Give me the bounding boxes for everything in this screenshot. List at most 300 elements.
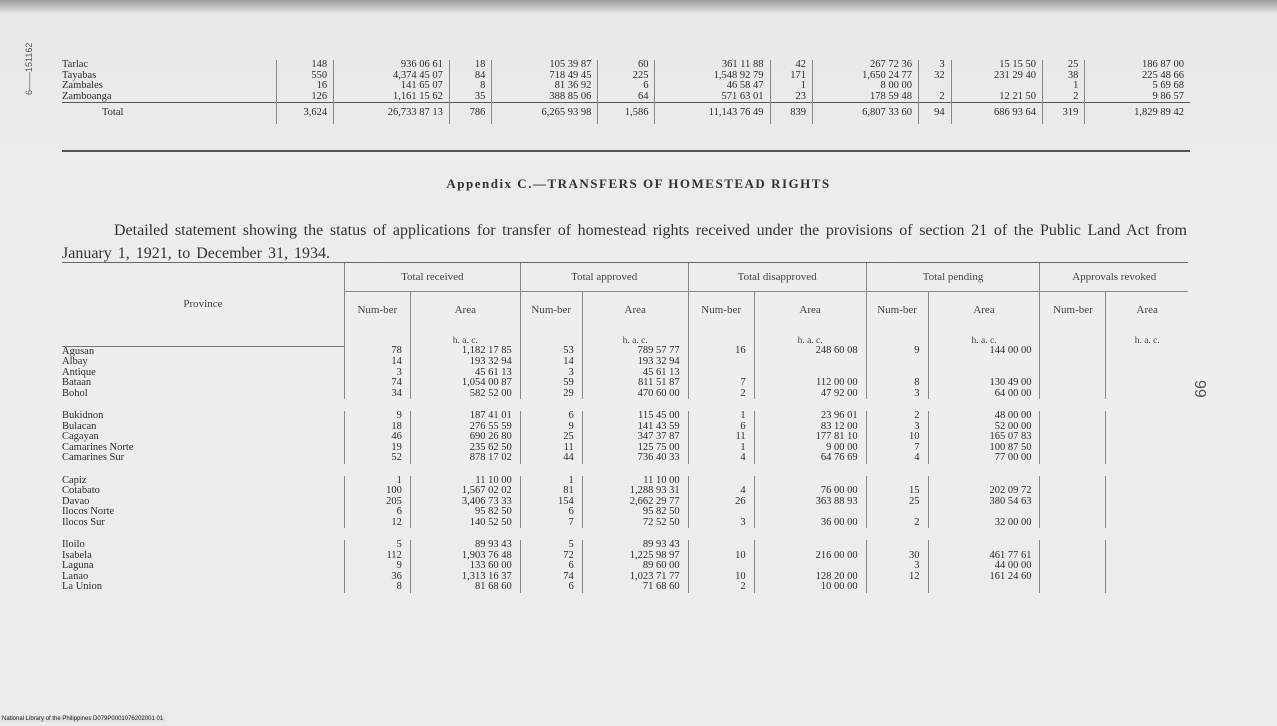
table-cell: 231 29 40 [951, 71, 1042, 82]
table-row [62, 411, 1188, 422]
table-cell [1106, 432, 1188, 443]
table-cell [754, 561, 866, 572]
table-row [62, 432, 1188, 443]
table-cell: 32 00 00 [928, 518, 1040, 529]
table-cell [918, 81, 951, 92]
table-cell: 25 [866, 497, 928, 508]
table-cell: 77 00 00 [928, 453, 1040, 464]
table-cell: 81 [520, 486, 582, 497]
table-cell: 84 [449, 71, 491, 82]
table-cell: 32 [918, 71, 951, 82]
table-cell: 3 [866, 389, 928, 400]
table-cell: 16 [277, 81, 334, 92]
table-cell: 11 [688, 432, 754, 443]
table-cell: 187 41 01 [410, 411, 520, 422]
table-cell: 35 [449, 92, 491, 103]
table-cell: 25 [520, 432, 582, 443]
table-cell: 81 68 60 [410, 582, 520, 593]
table-cell: 45 61 13 [410, 368, 520, 379]
table-cell: 126 [277, 92, 334, 103]
table-cell: 115 45 00 [582, 411, 688, 422]
table-cell: 1 [688, 411, 754, 422]
table-row [62, 497, 1188, 508]
table-cell: 7 [688, 378, 754, 389]
table-cell: 14 [344, 357, 410, 368]
table-cell: 1,288 93 31 [582, 486, 688, 497]
table-row [62, 561, 1188, 572]
table-cell: 1 [520, 476, 582, 487]
table-cell: 8 [449, 81, 491, 92]
table-cell: 128 20 00 [754, 572, 866, 583]
province-name: Bulacan [62, 420, 97, 432]
continued-row [62, 81, 1190, 92]
statement-paragraph: Detailed statement showing the status of applications for transfer of homestead rights received under the provisions of section 21 of the Public Land Act from January 1, 1921, to December 31, 1934. [62, 222, 1187, 262]
table-cell: 12 [866, 572, 928, 583]
table-cell: 19 [344, 443, 410, 454]
table-cell: 1,903 76 48 [410, 551, 520, 562]
table-cell: 45 61 13 [582, 368, 688, 379]
table-cell [866, 357, 928, 368]
table-cell [1040, 582, 1106, 593]
header-area: Area [410, 292, 520, 329]
table-cell: 878 17 02 [410, 453, 520, 464]
table-cell: 2 [1042, 92, 1084, 103]
table-cell: 8 [344, 582, 410, 593]
table-cell: 11 10 00 [582, 476, 688, 487]
table-cell: 36 00 00 [754, 518, 866, 529]
table-cell: 112 00 00 [754, 378, 866, 389]
table-cell [1106, 476, 1188, 487]
table-cell: 235 62 50 [410, 443, 520, 454]
table-cell: 202 09 72 [928, 486, 1040, 497]
table-cell [688, 540, 754, 551]
table-row [62, 486, 1188, 497]
units-label: h. a. c. [754, 328, 866, 346]
table-cell: 52 00 00 [928, 422, 1040, 433]
province-name: Tayabas [62, 69, 97, 81]
table-cell [1040, 357, 1106, 368]
total-cell: 319 [1042, 103, 1084, 124]
table-cell [1040, 378, 1106, 389]
table-cell: 470 60 00 [582, 389, 688, 400]
transfers-table [62, 262, 1188, 593]
table-cell: 5 [520, 540, 582, 551]
table-cell [1106, 572, 1188, 583]
table-cell: 1,313 16 37 [410, 572, 520, 583]
table-cell [1040, 540, 1106, 551]
table-cell: 2 [866, 411, 928, 422]
table-cell: 161 24 60 [928, 572, 1040, 583]
table-cell: 248 60 08 [754, 346, 866, 357]
table-cell: 811 51 87 [582, 378, 688, 389]
table-cell [688, 357, 754, 368]
province-name: Albay [62, 356, 88, 367]
table-cell: 130 49 00 [928, 378, 1040, 389]
total-cell: 6,807 33 60 [812, 103, 918, 124]
total-label: Total [62, 103, 277, 124]
header-area: Area [582, 292, 688, 329]
table-cell [1040, 368, 1106, 379]
header-total-pending: Total pending [866, 263, 1040, 292]
table-cell: 18 [344, 422, 410, 433]
table-row [62, 346, 1188, 357]
table-cell: 53 [520, 346, 582, 357]
units-label: h. a. c. [410, 328, 520, 346]
table-cell [754, 357, 866, 368]
header-area: Area [754, 292, 866, 329]
table-cell: 36 [344, 572, 410, 583]
table-cell [1040, 422, 1106, 433]
page-number: 99 [1191, 380, 1208, 398]
province-name: Ilocos Sur [62, 516, 105, 528]
header-row-groups [62, 263, 1188, 292]
table-cell: 1,650 24 77 [812, 71, 918, 82]
table-cell: 1,567 02 02 [410, 486, 520, 497]
table-cell: 7 [520, 518, 582, 529]
province-name: Cotabato [62, 485, 100, 496]
table-row [62, 378, 1188, 389]
province-name: La Union [62, 581, 102, 592]
table-cell: 3,406 73 33 [410, 497, 520, 508]
province-name: Bohol [62, 387, 88, 399]
scan-edge-shadow [0, 0, 1277, 14]
table-cell [1040, 486, 1106, 497]
group-spacer [62, 464, 1188, 476]
total-cell: 11,143 76 49 [655, 103, 770, 124]
province-name: Bataan [62, 377, 92, 388]
table-row [62, 540, 1188, 551]
table-cell [1040, 432, 1106, 443]
table-cell: 42 [770, 60, 812, 71]
table-cell: 582 52 00 [410, 389, 520, 400]
header-area: Area [1106, 292, 1188, 329]
table-cell: 1 [344, 476, 410, 487]
table-end-rule [62, 150, 1190, 152]
table-cell: 2,662 29 77 [582, 497, 688, 508]
table-cell: 18 [449, 60, 491, 71]
continued-row [62, 71, 1190, 82]
table-cell: 2 [866, 518, 928, 529]
table-cell [754, 507, 866, 518]
table-cell: 1 [1042, 81, 1084, 92]
header-total-received: Total received [344, 263, 520, 292]
table-cell: 64 [598, 92, 655, 103]
table-cell: 78 [344, 346, 410, 357]
table-cell [1040, 507, 1106, 518]
table-cell: 46 [344, 432, 410, 443]
table-cell [1106, 368, 1188, 379]
province-name: Tarlac [62, 59, 89, 70]
table-cell: 3 [866, 422, 928, 433]
table-cell: 6 [520, 507, 582, 518]
province-name: Isabela [62, 549, 92, 561]
province-name: Zambales [62, 80, 103, 91]
table-cell: 3 [866, 561, 928, 572]
header-number: Num-ber [688, 292, 754, 329]
province-name: Antique [62, 366, 96, 378]
province-name: Bukidnon [62, 410, 104, 421]
table-cell: 11 [520, 443, 582, 454]
table-cell: 193 32 94 [582, 357, 688, 368]
table-cell: 141 65 07 [334, 81, 450, 92]
continued-table [62, 60, 1190, 124]
table-cell: 9 [866, 346, 928, 357]
table-cell: 44 [520, 453, 582, 464]
table-cell [1106, 346, 1188, 357]
province-name: Iloilo [62, 539, 85, 550]
table-cell: 1,225 98 97 [582, 551, 688, 562]
table-cell [928, 507, 1040, 518]
table-cell: 10 00 00 [754, 582, 866, 593]
table-cell [951, 81, 1042, 92]
table-cell: 60 [598, 60, 655, 71]
table-cell: 23 96 01 [754, 411, 866, 422]
table-cell: 14 [520, 357, 582, 368]
province-name: Camarines Sur [62, 452, 125, 463]
table-cell: 30 [866, 551, 928, 562]
table-cell: 5 69 68 [1085, 81, 1190, 92]
table-row [62, 518, 1188, 529]
table-cell: 10 [688, 551, 754, 562]
table-row [62, 357, 1188, 368]
table-cell: 8 [866, 378, 928, 389]
table-cell: 74 [520, 572, 582, 583]
table-cell: 15 15 50 [951, 60, 1042, 71]
table-row [62, 582, 1188, 593]
library-footer: National Library of the Philippines D079P0001076202001 01 [2, 716, 164, 722]
table-cell [1106, 518, 1188, 529]
total-cell: 839 [770, 103, 812, 124]
table-cell [1040, 453, 1106, 464]
table-cell: 276 55 59 [410, 422, 520, 433]
table-cell: 16 [688, 346, 754, 357]
table-cell [1040, 346, 1106, 357]
transfers-table-body [62, 346, 1188, 593]
table-cell: 140 52 50 [410, 518, 520, 529]
table-cell [1106, 453, 1188, 464]
table-cell: 4 [688, 486, 754, 497]
table-cell: 38 [1042, 71, 1084, 82]
header-approvals-revoked: Approvals revoked [1040, 263, 1188, 292]
table-cell: 6 [688, 422, 754, 433]
table-cell [1040, 497, 1106, 508]
table-cell: 72 [520, 551, 582, 562]
table-cell: 178 59 48 [812, 92, 918, 103]
table-cell: 81 36 92 [492, 81, 598, 92]
table-cell: 59 [520, 378, 582, 389]
table-cell [1106, 443, 1188, 454]
table-cell: 44 00 00 [928, 561, 1040, 572]
table-cell: 736 40 33 [582, 453, 688, 464]
table-cell: 690 26 80 [410, 432, 520, 443]
province-name: Laguna [62, 560, 94, 571]
header-number: Num-ber [866, 292, 928, 329]
table-cell: 718 49 45 [492, 71, 598, 82]
table-cell: 9 00 00 [754, 443, 866, 454]
table-cell: 5 [344, 540, 410, 551]
table-cell: 3 [520, 368, 582, 379]
table-cell: 100 87 50 [928, 443, 1040, 454]
table-cell [1106, 378, 1188, 389]
table-row [62, 507, 1188, 518]
table-cell: 34 [344, 389, 410, 400]
province-name: Capiz [62, 474, 87, 486]
table-cell: 6 [520, 561, 582, 572]
table-cell [928, 540, 1040, 551]
table-cell [1106, 540, 1188, 551]
table-cell: 9 [344, 411, 410, 422]
table-cell: 74 [344, 378, 410, 389]
table-cell: 46 58 47 [655, 81, 770, 92]
table-row [62, 389, 1188, 400]
table-cell [1040, 572, 1106, 583]
table-cell [688, 507, 754, 518]
table-cell: 267 72 36 [812, 60, 918, 71]
province-name: Zamboanga [62, 90, 112, 102]
table-cell [1040, 551, 1106, 562]
table-cell: 388 85 06 [492, 92, 598, 103]
table-cell: 48 00 00 [928, 411, 1040, 422]
table-cell: 26 [688, 497, 754, 508]
units-label: h. a. c. [1106, 328, 1188, 346]
table-cell [754, 540, 866, 551]
total-cell: 94 [918, 103, 951, 124]
table-cell [1040, 518, 1106, 529]
header-area: Area [928, 292, 1040, 329]
table-cell: 1,054 00 87 [410, 378, 520, 389]
table-cell: 2 [918, 92, 951, 103]
table-cell: 105 39 87 [492, 60, 598, 71]
table-cell: 72 52 50 [582, 518, 688, 529]
province-name: Lanao [62, 570, 89, 582]
table-cell: 8 00 00 [812, 81, 918, 92]
total-cell: 1,829 89 42 [1085, 103, 1190, 124]
header-number: Num-ber [1040, 292, 1106, 329]
table-cell: 47 92 00 [754, 389, 866, 400]
table-cell: 12 21 50 [951, 92, 1042, 103]
table-cell: 133 60 00 [410, 561, 520, 572]
table-cell: 15 [866, 486, 928, 497]
table-row [62, 453, 1188, 464]
province-name: Agusan [62, 345, 95, 357]
table-cell [1106, 411, 1188, 422]
table-cell [866, 540, 928, 551]
table-cell: 9 [344, 561, 410, 572]
table-cell: 112 [344, 551, 410, 562]
table-cell: 89 93 43 [410, 540, 520, 551]
table-cell: 380 54 63 [928, 497, 1040, 508]
table-cell [1106, 497, 1188, 508]
table-cell: 25 [1042, 60, 1084, 71]
table-cell: 9 86 57 [1085, 92, 1190, 103]
table-cell: 64 00 00 [928, 389, 1040, 400]
table-cell [928, 357, 1040, 368]
table-cell: 95 82 50 [582, 507, 688, 518]
table-cell: 186 87 00 [1085, 60, 1190, 71]
table-cell: 205 [344, 497, 410, 508]
table-cell: 3 [688, 518, 754, 529]
table-cell [866, 507, 928, 518]
table-cell [1106, 486, 1188, 497]
table-cell: 23 [770, 92, 812, 103]
table-cell: 193 32 94 [410, 357, 520, 368]
table-cell: 1 [770, 81, 812, 92]
table-cell: 1,023 71 77 [582, 572, 688, 583]
table-cell: 10 [866, 432, 928, 443]
table-cell: 2 [688, 582, 754, 593]
table-cell [1040, 561, 1106, 572]
side-mark: 6——151162 [24, 42, 34, 95]
table-cell: 9 [520, 422, 582, 433]
table-cell: 936 06 61 [334, 60, 450, 71]
table-cell: 3 [918, 60, 951, 71]
table-cell [928, 582, 1040, 593]
table-cell: 6 [520, 582, 582, 593]
table-cell: 165 07 83 [928, 432, 1040, 443]
province-name: Camarines Norte [62, 441, 134, 453]
table-cell: 100 [344, 486, 410, 497]
table-cell: 177 81 10 [754, 432, 866, 443]
table-cell [1106, 507, 1188, 518]
table-cell: 171 [770, 71, 812, 82]
table-row [62, 572, 1188, 583]
header-province: Province [62, 263, 344, 347]
appendix-title: Appendix C.—TRANSFERS OF HOMESTEAD RIGHTS [446, 176, 831, 191]
province-name: Cagayan [62, 431, 99, 442]
table-cell: 361 11 88 [655, 60, 770, 71]
table-cell: 6 [520, 411, 582, 422]
table-cell [1106, 422, 1188, 433]
table-cell: 125 75 00 [582, 443, 688, 454]
table-cell: 571 63 01 [655, 92, 770, 103]
province-name: Ilocos Norte [62, 506, 115, 517]
table-cell: 461 77 61 [928, 551, 1040, 562]
table-cell: 52 [344, 453, 410, 464]
table-cell: 550 [277, 71, 334, 82]
total-cell: 786 [449, 103, 491, 124]
table-cell: 4 [688, 453, 754, 464]
group-spacer [62, 528, 1188, 540]
table-cell: 83 12 00 [754, 422, 866, 433]
total-cell: 1,586 [598, 103, 655, 124]
table-cell: 363 88 93 [754, 497, 866, 508]
table-cell: 95 82 50 [410, 507, 520, 518]
table-cell: 2 [688, 389, 754, 400]
table-cell: 789 57 77 [582, 346, 688, 357]
table-cell: 89 93 43 [582, 540, 688, 551]
table-cell: 144 00 00 [928, 346, 1040, 357]
table-cell: 6 [598, 81, 655, 92]
table-cell: 6 [344, 507, 410, 518]
table-cell [1106, 357, 1188, 368]
table-cell [866, 582, 928, 593]
table-cell: 12 [344, 518, 410, 529]
table-cell [1106, 551, 1188, 562]
table-cell: 64 76 69 [754, 453, 866, 464]
table-cell: 1,182 17 85 [410, 346, 520, 357]
table-cell [1040, 443, 1106, 454]
total-cell: 26,733 87 13 [334, 103, 450, 124]
table-cell: 216 00 00 [754, 551, 866, 562]
table-cell [1040, 389, 1106, 400]
continued-row [62, 60, 1190, 71]
header-total-disapproved: Total disapproved [688, 263, 866, 292]
table-cell [1040, 411, 1106, 422]
province-name: Davao [62, 495, 90, 507]
table-cell: 1,548 92 79 [655, 71, 770, 82]
table-cell: 4 [866, 453, 928, 464]
table-cell [688, 561, 754, 572]
